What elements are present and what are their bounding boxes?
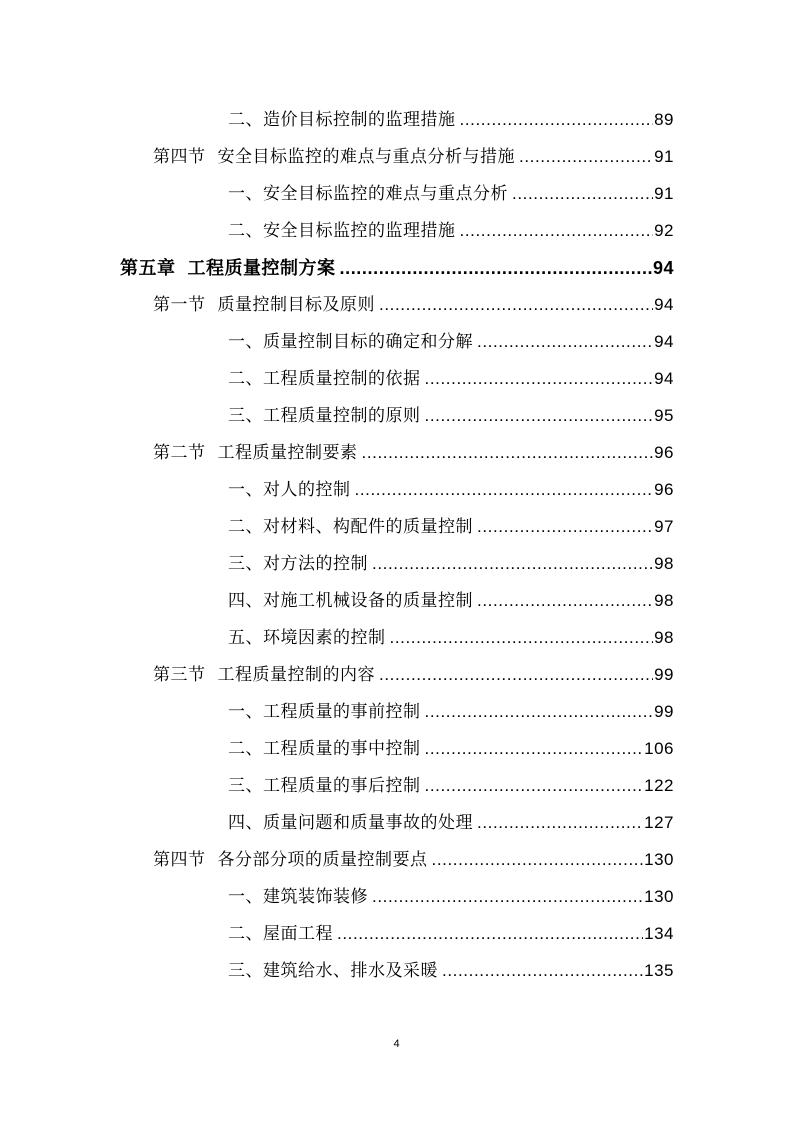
- toc-dot-leader: [379, 660, 653, 690]
- toc-dot-leader: [432, 845, 644, 875]
- toc-entry-prefix: 一、: [228, 702, 263, 722]
- toc-entry-prefix: 二、: [228, 221, 263, 241]
- toc-entry-page: 134: [644, 924, 674, 943]
- toc-entry-prefix: 第五章: [120, 258, 176, 279]
- toc-entry[interactable]: [228, 364, 674, 394]
- toc-entry-page: 127: [644, 813, 674, 832]
- toc-entry-prefix: 四、: [228, 813, 263, 833]
- toc-dot-leader: [425, 697, 654, 727]
- toc-entry-title: 屋面工程: [263, 924, 333, 944]
- toc-entry-prefix: 一、: [228, 887, 263, 907]
- toc-entry[interactable]: [153, 290, 674, 320]
- toc-entry-title: 安全目标监控的难点与重点分析: [263, 184, 508, 204]
- toc-entry-title: 工程质量的事前控制: [263, 702, 421, 722]
- toc-entry-prefix: 三、: [228, 406, 263, 426]
- toc-entry[interactable]: [228, 882, 674, 912]
- toc-entry[interactable]: [228, 771, 674, 801]
- toc-dot-leader: [425, 401, 654, 431]
- toc-entry-prefix: 一、: [228, 184, 263, 204]
- toc-dot-leader: [460, 216, 654, 246]
- toc-entry-title: 质量控制目标及原则: [217, 295, 375, 315]
- toc-dot-leader: [519, 142, 653, 172]
- toc-entry-page: 89: [654, 110, 674, 129]
- toc-entry[interactable]: [228, 549, 674, 579]
- toc-entry[interactable]: [153, 142, 674, 172]
- toc-dot-leader: [337, 919, 643, 949]
- toc-entry-prefix: 二、: [228, 369, 263, 389]
- toc-entry[interactable]: [228, 586, 674, 616]
- toc-entry-page: 94: [654, 295, 674, 314]
- toc-entry-prefix: 第四节: [153, 147, 206, 167]
- toc-entry[interactable]: [228, 401, 674, 431]
- toc-entry-page: 135: [644, 961, 674, 980]
- toc-entry-page: 92: [654, 221, 674, 240]
- toc-entry-title: 安全目标监控的难点与重点分析与措施: [217, 147, 515, 167]
- toc-dot-leader: [379, 290, 653, 320]
- toc-dot-leader: [477, 327, 653, 357]
- toc-entry-prefix: 第三节: [153, 665, 206, 685]
- toc-entry[interactable]: [228, 734, 674, 764]
- toc-entry[interactable]: [228, 475, 674, 505]
- toc-entry-page: 97: [654, 517, 674, 536]
- toc-entry-title: 质量控制目标的确定和分解: [263, 332, 473, 352]
- toc-entry-page: 106: [644, 739, 674, 758]
- toc-entry-title: 造价目标控制的监理措施: [263, 110, 456, 130]
- toc-entry-title: 工程质量控制的原则: [263, 406, 421, 426]
- toc-entry-title: 工程质量控制的依据: [263, 369, 421, 389]
- toc-entry-title: 安全目标监控的监理措施: [263, 221, 456, 241]
- toc-entry-title: 工程质量的事中控制: [263, 739, 421, 759]
- toc-entry[interactable]: [153, 845, 674, 875]
- toc-dot-leader: [460, 105, 654, 135]
- toc-dot-leader: [425, 734, 644, 764]
- toc-entry-title: 对人的控制: [263, 480, 351, 500]
- toc-entry-page: 95: [654, 406, 674, 425]
- toc-entry[interactable]: [228, 623, 674, 653]
- toc-entry-prefix: 第四节: [153, 850, 206, 870]
- toc-entry-page: 96: [654, 443, 674, 462]
- toc-entry-prefix: 一、: [228, 480, 263, 500]
- toc-entry[interactable]: [228, 216, 674, 246]
- toc-entry-prefix: 第二节: [153, 443, 206, 463]
- toc-entry-page: 94: [654, 369, 674, 388]
- toc-entry-title: 对材料、构配件的质量控制: [263, 517, 473, 537]
- toc-entry-prefix: 二、: [228, 110, 263, 130]
- toc-entry-page: 94: [652, 258, 674, 278]
- toc-entry-prefix: 三、: [228, 961, 263, 981]
- toc-entry-title: 工程质量控制的内容: [217, 665, 375, 685]
- toc-entry-prefix: 三、: [228, 554, 263, 574]
- toc-entry-page: 98: [654, 591, 674, 610]
- toc-entry[interactable]: [228, 956, 674, 986]
- toc-entry[interactable]: [153, 438, 674, 468]
- toc-entry-page: 91: [654, 184, 674, 203]
- page-number: 4: [393, 1038, 400, 1050]
- toc-entry-page: 99: [654, 702, 674, 721]
- toc-entry-page: 91: [654, 147, 674, 166]
- toc-dot-leader: [512, 179, 653, 209]
- toc-dot-leader: [372, 549, 653, 579]
- toc-entry-prefix: 五、: [228, 628, 263, 648]
- toc-entry[interactable]: [153, 660, 674, 690]
- toc-entry-title: 建筑给水、排水及采暖: [263, 961, 438, 981]
- toc-entry-prefix: 二、: [228, 517, 263, 537]
- toc-entry-title: 建筑装饰装修: [263, 887, 368, 907]
- toc-entry-page: 130: [644, 850, 674, 869]
- toc-entry-page: 94: [654, 332, 674, 351]
- toc-dot-leader: [425, 771, 644, 801]
- toc-dot-leader: [372, 882, 643, 912]
- toc-entry-title: 对方法的控制: [263, 554, 368, 574]
- toc-entry-title: 质量问题和质量事故的处理: [263, 813, 473, 833]
- toc-entry-page: 98: [654, 554, 674, 573]
- toc-entry-title: 环境因素的控制: [263, 628, 386, 648]
- toc-dot-leader: [477, 808, 643, 838]
- toc-entry[interactable]: [228, 179, 674, 209]
- toc-entry-title: 对施工机械设备的质量控制: [263, 591, 473, 611]
- toc-entry[interactable]: [228, 697, 674, 727]
- toc-entry-page: 122: [644, 776, 674, 795]
- toc-dot-leader: [477, 586, 653, 616]
- toc-entry[interactable]: [228, 512, 674, 542]
- toc-entry[interactable]: [228, 808, 674, 838]
- toc-entry-prefix: 四、: [228, 591, 263, 611]
- toc-dot-leader: [340, 253, 652, 283]
- toc-entry-title: 工程质量控制方案: [187, 258, 336, 279]
- toc-entry-prefix: 第一节: [153, 295, 206, 315]
- toc-entry[interactable]: [228, 327, 674, 357]
- toc-entry-page: 130: [644, 887, 674, 906]
- toc-entry[interactable]: [228, 919, 674, 949]
- toc-dot-leader: [362, 438, 654, 468]
- toc-entry-title: 工程质量的事后控制: [263, 776, 421, 796]
- toc-dot-leader: [390, 623, 654, 653]
- toc-entry-prefix: 一、: [228, 332, 263, 352]
- toc-entry[interactable]: [228, 105, 674, 135]
- toc-chapter-entry[interactable]: [120, 253, 674, 283]
- toc-entry-prefix: 三、: [228, 776, 263, 796]
- toc-entry-title: 工程质量控制要素: [217, 443, 358, 463]
- toc-dot-leader: [442, 956, 643, 986]
- toc-entry-title: 各分部分项的质量控制要点: [217, 850, 428, 870]
- toc-entry-page: 98: [654, 628, 674, 647]
- toc-dot-leader: [355, 475, 654, 505]
- toc-dot-leader: [477, 512, 653, 542]
- toc-entry-page: 99: [654, 665, 674, 684]
- toc-entry-page: 96: [654, 480, 674, 499]
- toc-entry-prefix: 二、: [228, 739, 263, 759]
- toc-entry-prefix: 二、: [228, 924, 263, 944]
- toc-dot-leader: [425, 364, 654, 394]
